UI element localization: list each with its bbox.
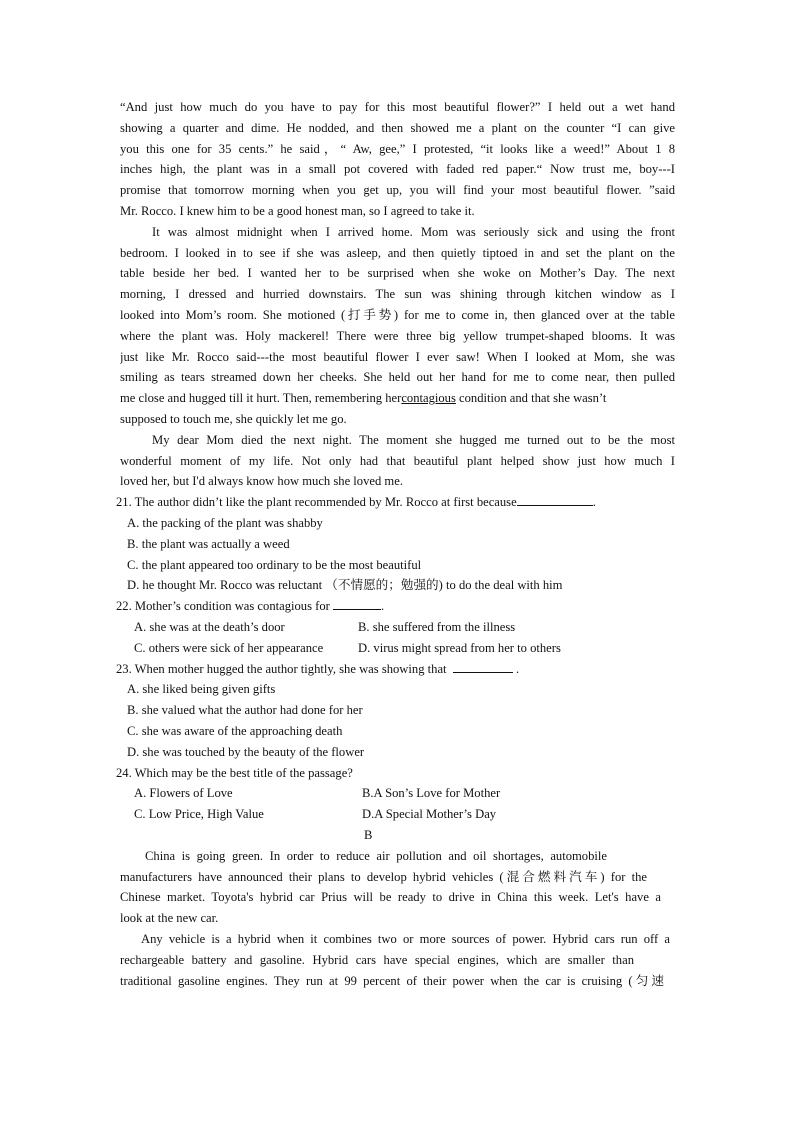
option-21-d: D. he thought Mr. Rocco was reluctant （不情愿的；勉强的) to do the deal with him — [127, 578, 563, 592]
question-23-stem: 23. When mother hugged the author tightly, she was showing that . — [116, 662, 520, 676]
paragraph-start-line: Any vehicle is a hybrid when it combines two or more sources of power. Hybrid cars run off a — [141, 932, 670, 946]
option-21-b: B. the plant was actually a weed — [127, 537, 290, 551]
section-b-heading: B — [364, 828, 373, 842]
passage-line-with-underline — [120, 390, 675, 406]
option-24-b: B.A Son’s Love for Mother — [362, 786, 501, 800]
passage-line: smiling as tears streamed down her cheeks. She held out her hand for me to come near, then pulled — [120, 370, 675, 384]
passage-line: showing a quarter and dime. He nodded, and then showed me a plant on the counter “I can give — [120, 121, 675, 135]
passage-line: supposed to touch me, she quickly let me go. — [120, 412, 347, 426]
passage-line: looked into Mom’s room. She motioned (打手势) for me to come in, then glanced over at the table — [120, 308, 675, 322]
answer-blank — [517, 494, 593, 506]
option-22-a: A. she was at the death’s door — [134, 620, 285, 634]
passage-line: rechargeable battery and gasoline. Hybrid cars have special engines, which are smaller than — [120, 953, 634, 967]
passage-text: condition and that she wasn’t — [459, 391, 607, 405]
paragraph-start-line: My dear Mom died the next night. The moment she hugged me turned out to be the most — [152, 433, 675, 447]
option-24-c: C. Low Price, High Value — [134, 807, 264, 821]
underlined-word-contagious: contagious — [401, 391, 456, 405]
option-22-c: C. others were sick of her appearance — [134, 641, 324, 655]
paragraph-start-line: China is going green. In order to reduce air pollution and oil shortages, automobile — [145, 849, 607, 863]
passage-line: wonderful moment of my life. Not only had that beautiful plant helped show just how much I — [120, 454, 675, 468]
option-23-b: B. she valued what the author had done for her — [127, 703, 363, 717]
passage-line: Chinese market. Toyota's hybrid car Prius will be ready to drive in China this week. Let's have a — [120, 890, 661, 904]
passage-line: “And just how much do you have to pay for this most beautiful flower?” I held out a wet hand — [120, 100, 675, 114]
option-22-d: D. virus might spread from her to others — [358, 641, 561, 655]
option-23-c: C. she was aware of the approaching death — [127, 724, 343, 738]
option-21-c: C. the plant appeared too ordinary to be the most beautiful — [127, 558, 422, 572]
passage-line: inches high, the plant was in a small pot covered with faded red paper.“ Now trust me, boy---I — [120, 162, 675, 176]
answer-blank — [453, 661, 513, 673]
question-22-stem: 22. Mother’s condition was contagious for . — [116, 599, 385, 613]
passage-line: manufacturers have announced their plans to develop hybrid vehicles (混合燃料汽车) for the — [120, 870, 647, 884]
passage-line: Mr. Rocco. I knew him to be a good honest man, so I agreed to take it. — [120, 204, 475, 218]
passage-line: promise that tomorrow morning when you get up, you will find your most beautiful flower. ”said — [120, 183, 675, 197]
option-23-a: A. she liked being given gifts — [127, 682, 276, 696]
passage-line: traditional gasoline engines. They run at 99 percent of their power when the car is cruising (匀速 — [120, 974, 664, 988]
option-21-a: A. the packing of the plant was shabby — [127, 516, 323, 530]
passage-text: me close and hugged till it hurt. Then, remembering her — [120, 391, 402, 405]
passage-line: bedroom. I looked in to see if she was asleep, and then quietly tiptoed in and set the plant on the — [120, 246, 675, 260]
option-24-a: A. Flowers of Love — [134, 786, 233, 800]
passage-line: you this one for 35 cents.” he said，“ Aw, gee,” I protested, “it looks like a weed!” About 1 8 — [120, 142, 675, 156]
option-24-d: D.A Special Mother’s Day — [362, 807, 497, 821]
option-23-d: D. she was touched by the beauty of the flower — [127, 745, 365, 759]
question-21-stem: 21. The author didn’t like the plant recommended by Mr. Rocco at first because . — [116, 495, 596, 509]
passage-line: table beside her bed. I wanted her to be surprised when she woke on Mother’s Day. The next — [120, 266, 675, 280]
answer-blank — [333, 598, 381, 610]
question-24-stem: 24. Which may be the best title of the passage? — [116, 766, 353, 780]
passage-line: morning, I dressed and hurried downstairs. The sun was shining through kitchen window as I — [120, 287, 675, 301]
passage-line: where the plant was. Holy mackerel! There were three big yellow trumpet-shaped blooms. It was — [120, 329, 675, 343]
paragraph-start-line: It was almost midnight when I arrived home. Mom was seriously sick and using the front — [152, 225, 675, 239]
passage-line: just like Mr. Rocco said---the most beautiful flower I ever saw! When I looked at Mom, she was — [120, 350, 675, 364]
passage-line: loved her, but I'd always know how much she loved me. — [120, 474, 403, 488]
option-22-b: B. she suffered from the illness — [358, 620, 516, 634]
passage-line: look at the new car. — [120, 911, 219, 925]
